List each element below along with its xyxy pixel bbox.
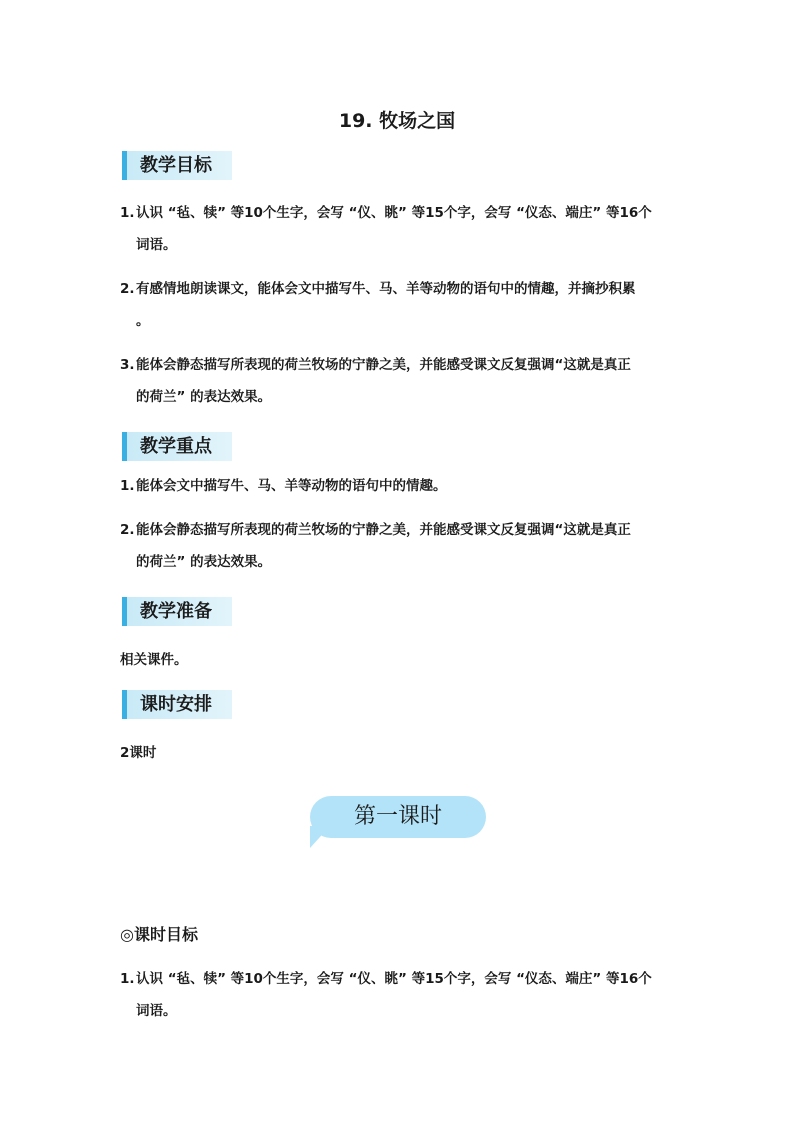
- goal-item-2-line1: 有感情地朗读课文，能体会文中描写牛、马、羊等动物的语句中的情趣，并摘抄积累: [136, 281, 636, 297]
- section-heading-goals: 教学目标: [122, 151, 232, 180]
- schedule-text: 2课时: [120, 745, 157, 761]
- lesson-goal-item-1: [120, 963, 680, 1027]
- section-heading-schedule: 课时安排: [122, 690, 232, 719]
- goal-item-2: [120, 273, 680, 337]
- lesson-goal-item-1-line2: 词语。: [136, 1003, 177, 1019]
- lesson-goals-heading-text: 课时目标: [133, 925, 198, 944]
- goal-item-1-line2: 词语。: [136, 237, 177, 253]
- key-item-1: [120, 470, 680, 502]
- goal-item-3: [120, 349, 680, 413]
- lesson-bubble: 第一课时: [310, 796, 486, 838]
- page-title: 19. 牧场之国: [338, 110, 456, 132]
- lesson-goals-heading: [120, 922, 198, 945]
- prep-text: 相关课件。: [120, 652, 188, 668]
- lesson-goal-item-1-line1: 认识 “毡、犊” 等10个生字，会写 “仪、眺” 等15个字，会写 “仪态、端庄” 等16个: [136, 971, 652, 987]
- key-item-2-line2: 的荷兰” 的表达效果。: [136, 554, 272, 570]
- section-heading-key: 教学重点: [122, 432, 232, 461]
- key-item-2-line1: 能体会静态描写所表现的荷兰牧场的宁静之美，并能感受课文反复强调“这就是真正: [136, 522, 631, 538]
- key-item-2-number: 2.: [120, 522, 135, 538]
- key-item-1-number: 1.: [120, 478, 135, 494]
- goal-item-3-line2: 的荷兰” 的表达效果。: [136, 389, 272, 405]
- lesson-goal-item-1-number: 1.: [120, 971, 135, 987]
- goal-item-2-line2: 。: [136, 313, 150, 329]
- goal-item-3-line1: 能体会静态描写所表现的荷兰牧场的宁静之美，并能感受课文反复强调“这就是真正: [136, 357, 631, 373]
- goal-item-1: [120, 197, 680, 261]
- double-circle-icon: ◎: [120, 925, 134, 944]
- key-item-2: [120, 514, 680, 578]
- goal-item-2-number: 2.: [120, 281, 135, 297]
- key-item-1-line1: 能体会文中描写牛、马、羊等动物的语句中的情趣。: [136, 478, 447, 494]
- goal-item-1-number: 1.: [120, 205, 135, 221]
- section-heading-prep: 教学准备: [122, 597, 232, 626]
- goal-item-1-line1: 认识 “毡、犊” 等10个生字，会写 “仪、眺” 等15个字，会写 “仪态、端庄” 等16个: [136, 205, 652, 221]
- goal-item-3-number: 3.: [120, 357, 135, 373]
